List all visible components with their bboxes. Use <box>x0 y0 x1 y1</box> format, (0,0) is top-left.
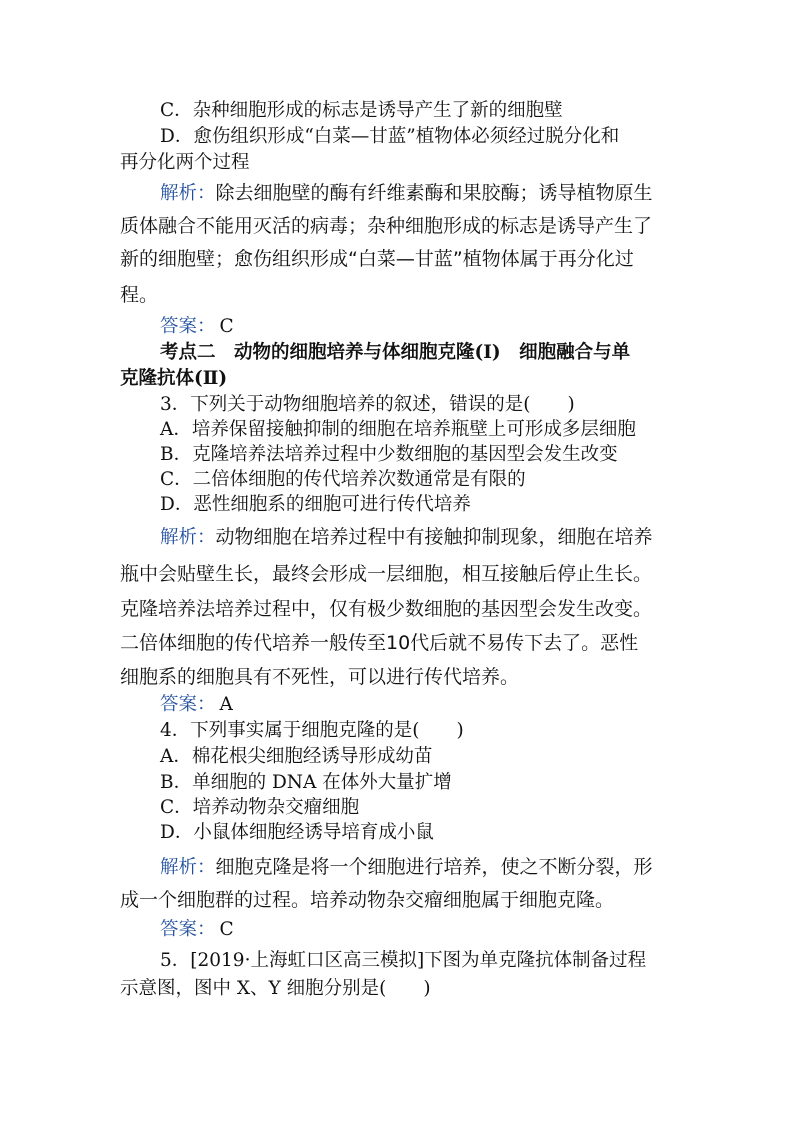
question-stem: 4．下列事实属于细胞克隆的是( ) <box>160 720 464 741</box>
option-a: A．培养保留接触抑制的细胞在培养瓶壁上可形成多层细胞 <box>160 419 636 440</box>
option-d: D．小鼠体细胞经诱导培育成小鼠 <box>160 822 434 843</box>
answer-label: 答案： <box>160 919 216 940</box>
analysis-label: 解析： <box>160 527 216 548</box>
section-heading: 考点二 动物的细胞培养与体细胞克隆(Ⅰ) 细胞融合与单 <box>160 342 631 363</box>
answer-value: A <box>219 694 233 715</box>
analysis-text: 质体融合不能用灭活的病毒；杂种细胞形成的标志是诱导产生了 <box>120 215 653 237</box>
analysis-line <box>160 854 653 881</box>
answer-line <box>160 917 234 943</box>
analysis-text: 细胞克隆是将一个细胞进行培养，使之不断分裂，形 <box>215 856 653 878</box>
analysis-label: 解析： <box>160 183 216 204</box>
answer-line <box>160 314 234 340</box>
answer-label: 答案： <box>160 316 216 337</box>
question-stem: 3．下列关于动物细胞培养的叙述，错误的是( ) <box>160 394 575 415</box>
analysis-text: 新的细胞壁；愈伤组织形成“白菜—甘蓝”植物体属于再分化过 <box>120 248 634 270</box>
section-heading-continued: 克隆抗体(Ⅱ) <box>120 368 228 389</box>
option-c: C．杂种细胞形成的标志是诱导产生了新的细胞壁 <box>160 100 563 121</box>
analysis-text: 除去细胞壁的酶有纤维素酶和果胶酶；诱导植物原生 <box>215 182 653 204</box>
analysis-line <box>160 524 653 551</box>
analysis-text: 成一个细胞群的过程。培养动物杂交瘤细胞属于细胞克隆。 <box>120 889 615 911</box>
question-stem: 5．[2019·上海虹口区高三模拟]下图为单克隆抗体制备过程 <box>160 950 647 971</box>
option-b: B．克隆培养法培养过程中少数细胞的基因型会发生改变 <box>160 444 618 465</box>
analysis-text: 程。 <box>120 284 159 306</box>
question-stem-continued: 示意图，图中 X、Y 细胞分别是( ) <box>120 978 431 999</box>
analysis-label: 解析： <box>160 857 216 878</box>
answer-line <box>160 692 233 718</box>
option-a: A．棉花根尖细胞经诱导形成幼苗 <box>160 746 433 767</box>
option-c: C．二倍体细胞的传代培养次数通常是有限的 <box>160 469 526 490</box>
analysis-text: 克隆培养法培养过程中，仅有极少数细胞的基因型会发生改变。 <box>120 598 653 620</box>
option-c: C．培养动物杂交瘤细胞 <box>160 797 360 818</box>
option-d: D．恶性细胞系的细胞可进行传代培养 <box>160 494 471 515</box>
analysis-text: 动物细胞在培养过程中有接触抑制现象，细胞在培养 <box>215 526 653 548</box>
option-b: B．单细胞的 DNA 在体外大量扩增 <box>160 772 452 793</box>
analysis-line <box>160 180 653 207</box>
analysis-text: 二倍体细胞的传代培养一般传至10代后就不易传下去了。恶性 <box>120 632 639 654</box>
analysis-text: 瓶中会贴壁生长，最终会形成一层细胞，相互接触后停止生长。 <box>120 563 653 585</box>
analysis-text: 细胞系的细胞具有不死性，可以进行传代培养。 <box>120 666 520 688</box>
answer-value: C <box>219 919 234 940</box>
answer-value: C <box>219 316 234 337</box>
answer-label: 答案： <box>160 694 216 715</box>
option-d: D．愈伤组织形成“白菜—甘蓝”植物体必须经过脱分化和 <box>160 126 620 147</box>
option-d-continued: 再分化两个过程 <box>120 152 250 173</box>
